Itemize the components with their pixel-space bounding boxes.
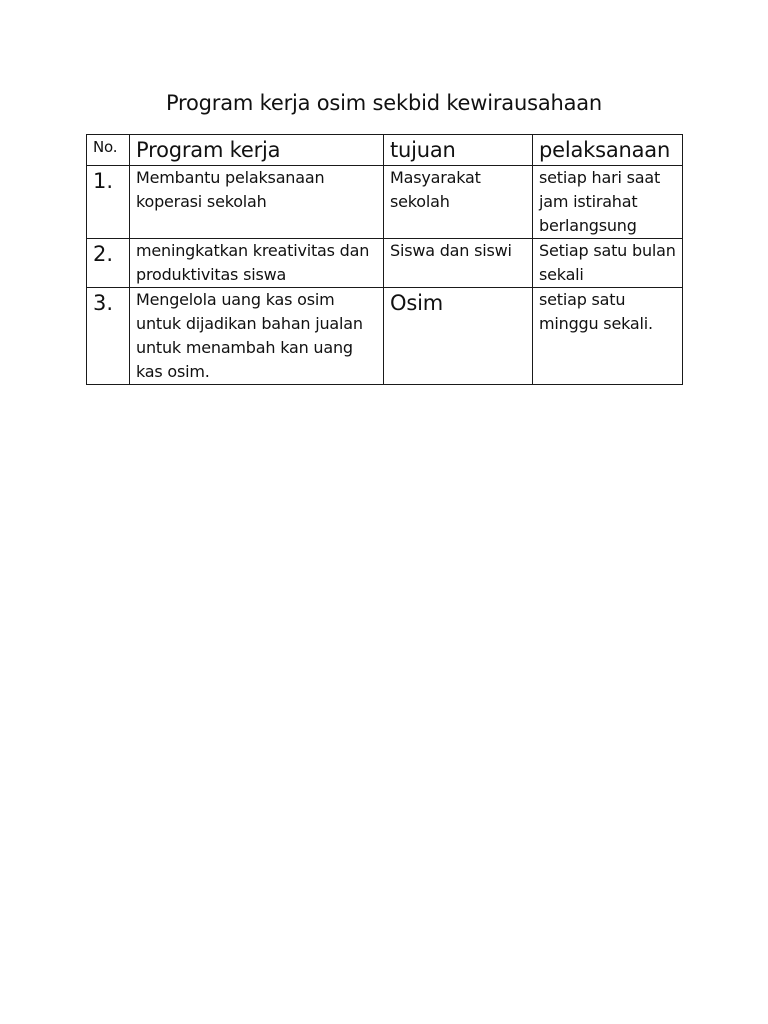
document-title: Program kerja osim sekbid kewirausahaan [165, 91, 603, 115]
header-no: No. [87, 135, 130, 166]
table-header-row [87, 135, 683, 166]
table-row [87, 239, 683, 288]
program-cell: meningkatkan kreativitas dan produktivitas siswa [130, 239, 384, 288]
program-cell: Mengelola uang kas osim untuk dijadikan bahan jualan untuk menambah kan uang kas osim. [130, 288, 384, 385]
pelaksanaan-cell: setiap satu minggu sekali. [533, 288, 683, 385]
program-cell: Membantu pelaksanaan koperasi sekolah [130, 166, 384, 239]
row-number: 2. [87, 239, 130, 288]
header-tujuan: tujuan [384, 135, 533, 166]
header-pelaksanaan: pelaksanaan [533, 135, 683, 166]
row-number: 3. [87, 288, 130, 385]
table-row [87, 166, 683, 239]
tujuan-cell: Masyarakat sekolah [384, 166, 533, 239]
row-number: 1. [87, 166, 130, 239]
tujuan-cell: Osim [384, 288, 533, 385]
tujuan-cell: Siswa dan siswi [384, 239, 533, 288]
program-table [86, 134, 683, 385]
pelaksanaan-cell: Setiap satu bulan sekali [533, 239, 683, 288]
table-row [87, 288, 683, 385]
pelaksanaan-cell: setiap hari saat jam istirahat berlangsung [533, 166, 683, 239]
header-program-kerja: Program kerja [130, 135, 384, 166]
